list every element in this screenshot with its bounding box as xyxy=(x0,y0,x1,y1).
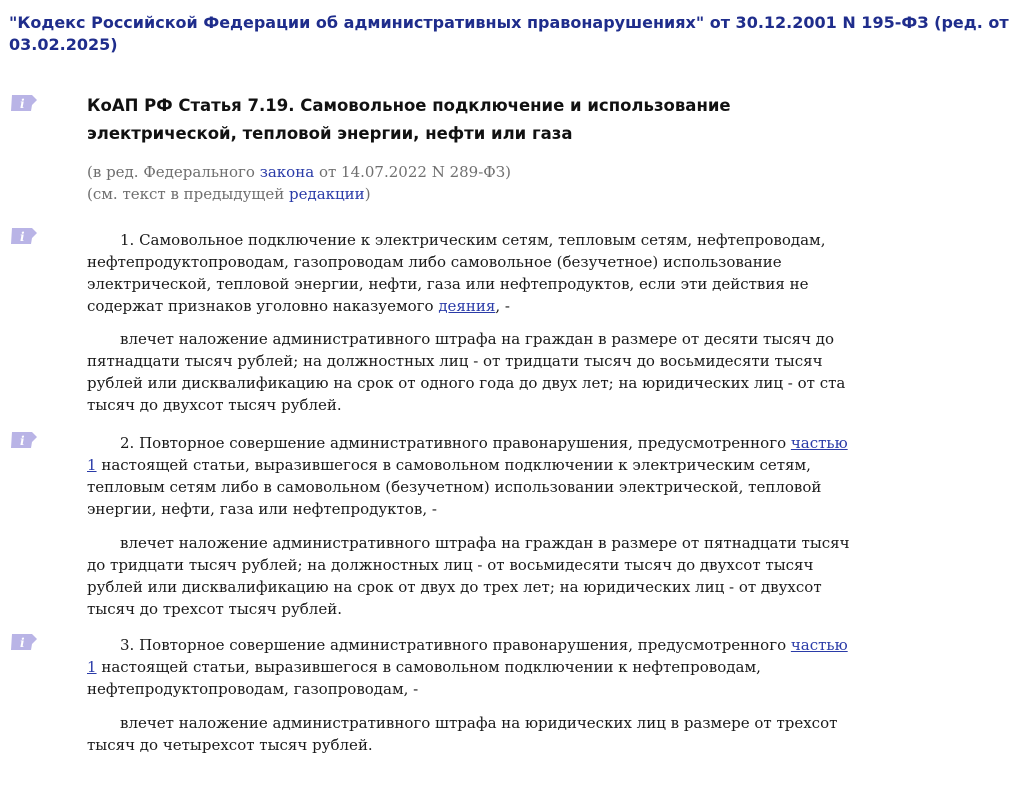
text-line: до тридцати тысяч рублей; на должностных лиц - от восьмидесяти тысяч до двухсот тысяч xyxy=(87,556,814,574)
article-penalty-1 xyxy=(87,328,847,416)
text-line: рублей или дисквалификацию на срок от двух до трех лет; на юридических лиц - от двухсот xyxy=(87,578,822,596)
article-part-3 xyxy=(87,634,847,700)
edition-note-text: ) xyxy=(364,185,371,203)
text-line: влечет наложение административного штрафа на граждан в размере от пятнадцати тысяч xyxy=(120,534,850,552)
text-line: тысяч до четырехсот тысяч рублей. xyxy=(87,736,373,754)
article-penalty-3 xyxy=(87,712,847,756)
text-fragment: , - xyxy=(495,297,510,315)
document-title xyxy=(9,12,1009,56)
text-fragment: содержат признаков уголовно наказуемого xyxy=(87,297,439,315)
edition-note-text: (см. текст в предыдущей xyxy=(87,185,289,203)
svg-text:i: i xyxy=(20,434,25,448)
text-line xyxy=(87,656,847,678)
svg-text:i: i xyxy=(20,636,25,650)
edition-note-text: (в ред. Федерального xyxy=(87,163,260,181)
text-line: тысяч до двухсот тысяч рублей. xyxy=(87,396,342,414)
amending-law-link[interactable]: закона xyxy=(259,163,315,181)
text-line: тысяч до трехсот тысяч рублей. xyxy=(87,600,342,618)
part-reference-link[interactable]: частью xyxy=(790,434,848,452)
text-line: рублей или дисквалификацию на срок от одного года до двух лет; на юридических лиц - от ста xyxy=(87,374,846,392)
text-fragment: настоящей статьи, выразившегося в самовольном подключении к электрическим сетям, xyxy=(96,456,811,474)
part-reference-link[interactable]: частью xyxy=(790,636,848,654)
deed-link[interactable]: деяния xyxy=(438,297,496,315)
info-icon[interactable] xyxy=(9,228,37,244)
svg-text:i: i xyxy=(20,97,25,111)
edition-note-amendment xyxy=(87,161,787,183)
text-line: влечет наложение административного штрафа на юридических лиц в размере от трехсот xyxy=(120,714,838,732)
text-line xyxy=(87,634,847,656)
text-line: энергии, нефти, газа или нефтепродуктов, - xyxy=(87,500,437,518)
text-line: тепловым сетям либо в самовольном (безучетном) использовании электрической, тепловой xyxy=(87,478,822,496)
svg-text:i: i xyxy=(20,230,25,244)
info-icon[interactable] xyxy=(9,634,37,650)
text-line xyxy=(87,454,847,476)
text-fragment: 2. Повторное совершение административного правонарушения, предусмотренного xyxy=(120,434,791,452)
article-heading-line-1: КоАП РФ Статья 7.19. Самовольное подключение и использование xyxy=(87,96,731,115)
edition-note-previous xyxy=(87,183,787,205)
article-part-2 xyxy=(87,432,847,520)
text-line: 1. Самовольное подключение к электрическим сетям, тепловым сетям, нефтепроводам, xyxy=(120,231,826,249)
article-part-1 xyxy=(87,229,847,317)
part-number-link[interactable]: 1 xyxy=(87,658,97,676)
document-title-line-2: 03.02.2025) xyxy=(9,35,118,54)
part-number-link[interactable]: 1 xyxy=(87,456,97,474)
text-line: влечет наложение административного штрафа на граждан в размере от десяти тысяч до xyxy=(120,330,835,348)
article-heading xyxy=(87,92,787,148)
text-line xyxy=(87,432,847,454)
article-heading-line-2: электрической, тепловой энергии, нефти или газа xyxy=(87,124,573,143)
text-line: нефтепродуктопроводам, газопроводам, - xyxy=(87,680,419,698)
text-fragment: 3. Повторное совершение административного правонарушения, предусмотренного xyxy=(120,636,791,654)
text-line: нефтепродуктопроводам, газопроводам либо самовольное (безучетное) использование xyxy=(87,253,782,271)
info-icon[interactable] xyxy=(9,95,37,111)
text-line xyxy=(87,295,847,317)
info-icon[interactable] xyxy=(9,432,37,448)
document-title-line-1: "Кодекс Российской Федерации об административных правонарушениях" от 30.12.2001 N 195-ФЗ (ред. от xyxy=(9,13,1009,32)
edition-note-text: от 14.07.2022 N 289-ФЗ) xyxy=(314,163,511,181)
previous-edition-link[interactable]: редакции xyxy=(289,185,365,203)
text-line: пятнадцати тысяч рублей; на должностных лиц - от тридцати тысяч до восьмидесяти тысяч xyxy=(87,352,823,370)
article-penalty-2 xyxy=(87,532,850,620)
text-line: электрической, тепловой энергии, нефти, газа или нефтепродуктов, если эти действия не xyxy=(87,275,809,293)
text-fragment: настоящей статьи, выразившегося в самовольном подключении к нефтепроводам, xyxy=(96,658,761,676)
